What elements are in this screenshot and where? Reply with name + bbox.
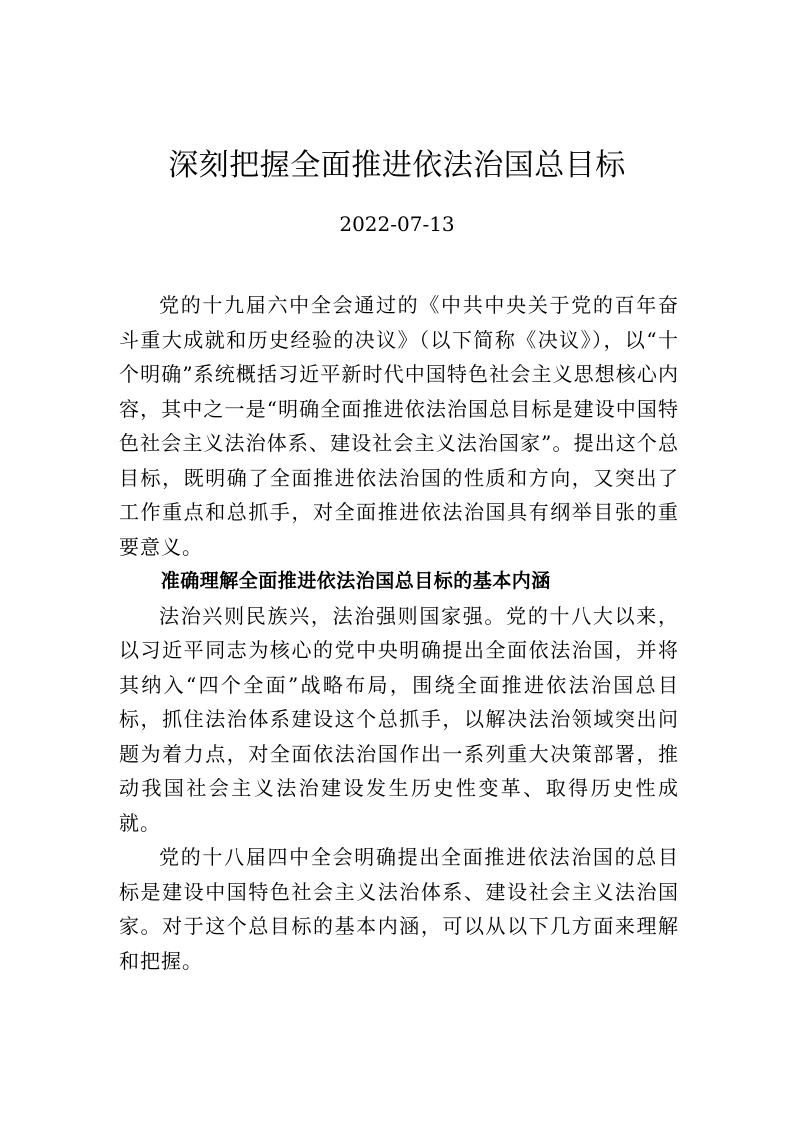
section-heading: 准确理解全面推进依法治国总目标的基本内涵 [160, 570, 551, 592]
section-paragraph-2: 党的十八届四中全会明确提出全面推进依法治国的总目标是建设中国特色社会主义法治体系、建设社会主义法治国家。对于这个总目标的基本内涵，可以从以下几方面来理解和把握。 [119, 845, 679, 973]
document-title: 深刻把握全面推进依法治国总目标 [168, 148, 626, 183]
document-date: 2022-07-13 [339, 212, 455, 236]
intro-paragraph: 党的十九届六中全会通过的《中共中央关于党的百年奋斗重大成就和历史经验的决议》（以下简称《决议》），以“十个明确”系统概括习近平新时代中国特色社会主义思想核心内容，其中之一是“明确全面推进依法治国总目标是建设中国特色社会主义法治体系、建设社会主义法治国家”。提出这个总目标，既明确了全面推进依法治国的性质和方向，又突出了工作重点和总抓手，对全面推进依法治国具有纲举目张的重要意义。 [119, 293, 679, 559]
section-paragraph-1: 法治兴则民族兴，法治强则国家强。党的十八大以来，以习近平同志为核心的党中央明确提出全面依法治国，并将其纳入“四个全面”战略布局，围绕全面推进依法治国总目 标，抓住法治体系建设这个总抓手，以解决法治领域突出问 题为着力点，对全面依法治国作出一系列重大决策部署，推 动我国社会主义法治建设发生历史性变革、取得历史性成就。 [119, 603, 679, 835]
document-body [119, 288, 679, 978]
